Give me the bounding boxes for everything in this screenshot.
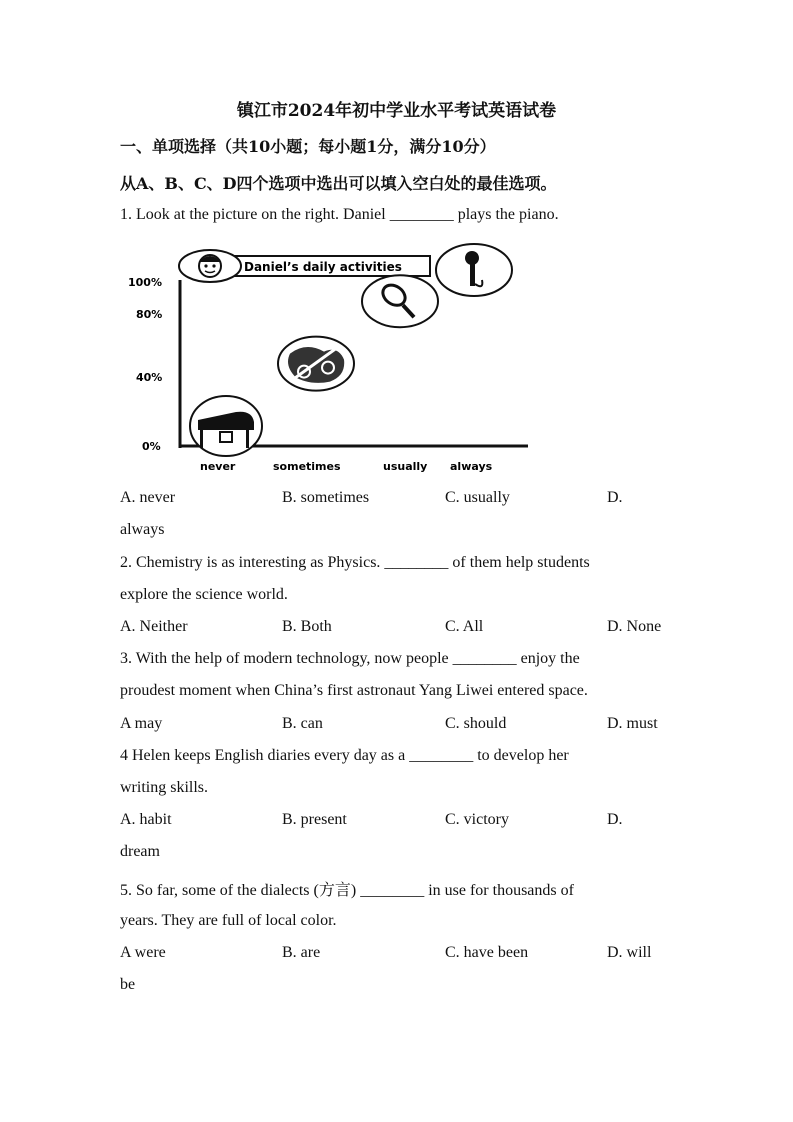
tennis-racket-icon: [362, 275, 438, 327]
option-c: C. usually: [445, 489, 510, 506]
question-4-text-cont: writing skills.: [120, 779, 209, 796]
option-c: C. victory: [445, 811, 509, 828]
question-4-options: [120, 811, 680, 835]
question-3-text-cont: proudest moment when China’s first astronaut Yang Liwei entered space.: [120, 682, 588, 699]
x-tick-label: usually: [383, 460, 428, 473]
option-b: B. are: [282, 944, 321, 961]
option-d-wrap: always: [120, 521, 165, 538]
question-4-text: 4 Helen keeps English diaries every day as a ________ to develop her: [120, 747, 569, 764]
option-d: D.: [607, 489, 623, 506]
y-tick-label: 40%: [136, 371, 163, 384]
question-1-options: [120, 489, 680, 513]
question-5-text: 5. So far, some of the dialects (方言) ________ in use for thousands of: [120, 882, 574, 899]
y-tick-label: 100%: [128, 276, 162, 289]
question-3-options: [120, 715, 680, 739]
cycling-icon: [278, 337, 354, 391]
option-d-wrap: be: [120, 976, 136, 993]
question-5-options: [120, 944, 680, 968]
option-b: B. sometimes: [282, 489, 370, 506]
option-b: B. can: [282, 715, 323, 732]
option-a: A. Neither: [120, 618, 188, 635]
x-tick-label: always: [450, 460, 493, 473]
activities-chart: [118, 240, 538, 480]
boy-face-icon: [179, 250, 241, 282]
option-a: A were: [120, 944, 166, 961]
section-heading: 一、单项选择（共10小题；每小题1分，满分10分）: [120, 137, 496, 156]
option-d-wrap: dream: [120, 843, 160, 860]
option-d: D. must: [607, 715, 658, 732]
y-tick-label: 80%: [136, 308, 163, 321]
question-2-text-cont: explore the science world.: [120, 586, 288, 603]
option-c: C. have been: [445, 944, 529, 961]
option-c: C. should: [445, 715, 507, 732]
option-d: D. will: [607, 944, 652, 961]
question-2-options: [120, 618, 680, 642]
question-2-text: 2. Chemistry is as interesting as Physics. ________ of them help students: [120, 554, 590, 571]
piano-icon: [190, 396, 262, 456]
microphone-icon: [436, 244, 512, 296]
question-5-text-cont: years. They are full of local color.: [120, 912, 337, 929]
y-tick-label: 0%: [142, 440, 161, 453]
option-b: B. present: [282, 811, 347, 828]
question-3-text: 3. With the help of modern technology, now people ________ enjoy the: [120, 650, 580, 667]
option-a: A. habit: [120, 811, 172, 828]
option-d: D.: [607, 811, 623, 828]
x-tick-label: sometimes: [273, 460, 341, 473]
chart-title-banner: [228, 256, 430, 276]
option-a: A. never: [120, 489, 176, 506]
page-title: 镇江市2024年初中学业水平考试英语试卷: [236, 101, 557, 121]
option-d: D. None: [607, 618, 662, 635]
x-tick-label: never: [200, 460, 236, 473]
option-c: C. All: [445, 618, 484, 635]
section-instruction: 从A、B、C、D四个选项中选出可以填入空白处的最佳选项。: [120, 174, 557, 193]
question-1-text: 1. Look at the picture on the right. Daniel ________ plays the piano.: [120, 206, 559, 223]
chart-title: Daniel’s daily activities: [244, 260, 402, 274]
option-b: B. Both: [282, 618, 332, 635]
option-a: A may: [120, 715, 163, 732]
